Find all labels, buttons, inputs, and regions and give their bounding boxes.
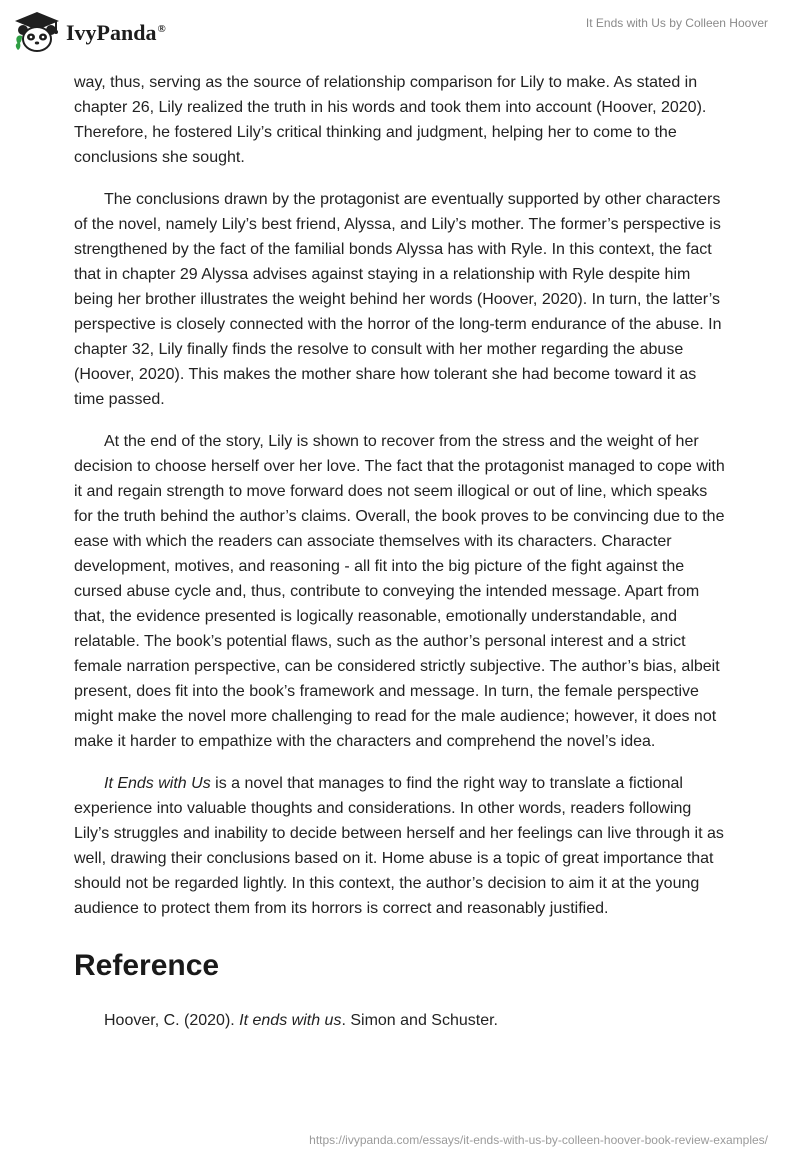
essay-body: [74, 70, 726, 1033]
reference-title: It ends with us: [239, 1012, 342, 1029]
document-title: It Ends with Us by Colleen Hoover: [585, 16, 768, 30]
book-title-italic: It Ends with Us: [104, 775, 211, 792]
brand-name-text: IvyPanda: [66, 20, 157, 45]
brand-name: [66, 20, 166, 46]
paragraph-2: The conclusions drawn by the protagonist are eventually supported by other characters of the novel, namely Lily’s best friend, Alyssa, and Lily’s mother. The former’s perspective is strengthened by the fact of the familial bonds Alyssa has with Ryle. In this context, the fact that in chapter 29 Alyssa advises against staying in a relationship with Ryle despite him being her brother illustrates the weight behind her words (Hoover, 2020). In turn, the latter’s perspective is closely connected with the horror of the long-term endurance of the abuse. In chapter 32, Lily finally finds the resolve to consult with her mother regarding the abuse (Hoover, 2020). This makes the mother share how tolerant she had become toward it as time passed.: [74, 191, 722, 408]
registered-mark: ®: [157, 22, 166, 35]
reference-entry: [74, 1008, 726, 1033]
paragraph-3: At the end of the story, Lily is shown to recover from the stress and the weight of her decision to choose herself over her love. The fact that the protagonist managed to cope with it and regain strength to move forward does not seem illogical or out of line, which speaks for the truth behind the author’s claims. Overall, the book proves to be convincing due to the ease with which the readers can associate themselves with its characters. Character development, motives, and reasoning - all fit into the big picture of the fight against the cursed abuse cycle and, thus, contribute to conveying the intended message. Apart from that, the evidence presented is logically reasonable, emotionally understandable, and relatable. The book’s potential flaws, such as the author’s personal interest and a strict female narration perspective, can be considered strictly subjective. The author’s bias, albeit present, does fit into the book’s framework and message. In turn, the female perspective might make the novel more challenging to read for the male audience; however, it does not make it harder to empathize with the characters and comprehend the novel’s idea.: [74, 433, 725, 750]
panda-mascot-icon: [12, 10, 62, 54]
reference-heading: Reference: [74, 949, 220, 982]
source-url[interactable]: https://ivypanda.com/essays/it-ends-with-us-by-colleen-hoover-book-review-examples/: [309, 1133, 768, 1147]
paragraph-4: [74, 771, 726, 921]
ivypanda-logo[interactable]: [12, 10, 166, 54]
paragraph-4-text: is a novel that manages to find the right way to translate a fictional experience into valuable thoughts and considerations. In other words, readers following Lily’s struggles and inability to decide between herself and her feelings can live through it as well, drawing their conclusions based on it. Home abuse is a topic of great importance that should not be regarded lightly. In this context, the author’s decision to aim it at the young audience to protect them from its horrors is correct and reasonably justified.: [74, 775, 724, 917]
reference-author: Hoover, C. (2020).: [104, 1012, 240, 1029]
reference-publisher: . Simon and Schuster.: [341, 1012, 498, 1029]
paragraph-1: way, thus, serving as the source of relationship comparison for Lily to make. As stated in chapter 26, Lily realized the truth in his words and took them into account (Hoover, 2020). Therefore, he fostered Lily’s critical thinking and judgment, helping her to come to the conclusions she sought.: [74, 74, 707, 166]
page-header: [0, 0, 800, 70]
